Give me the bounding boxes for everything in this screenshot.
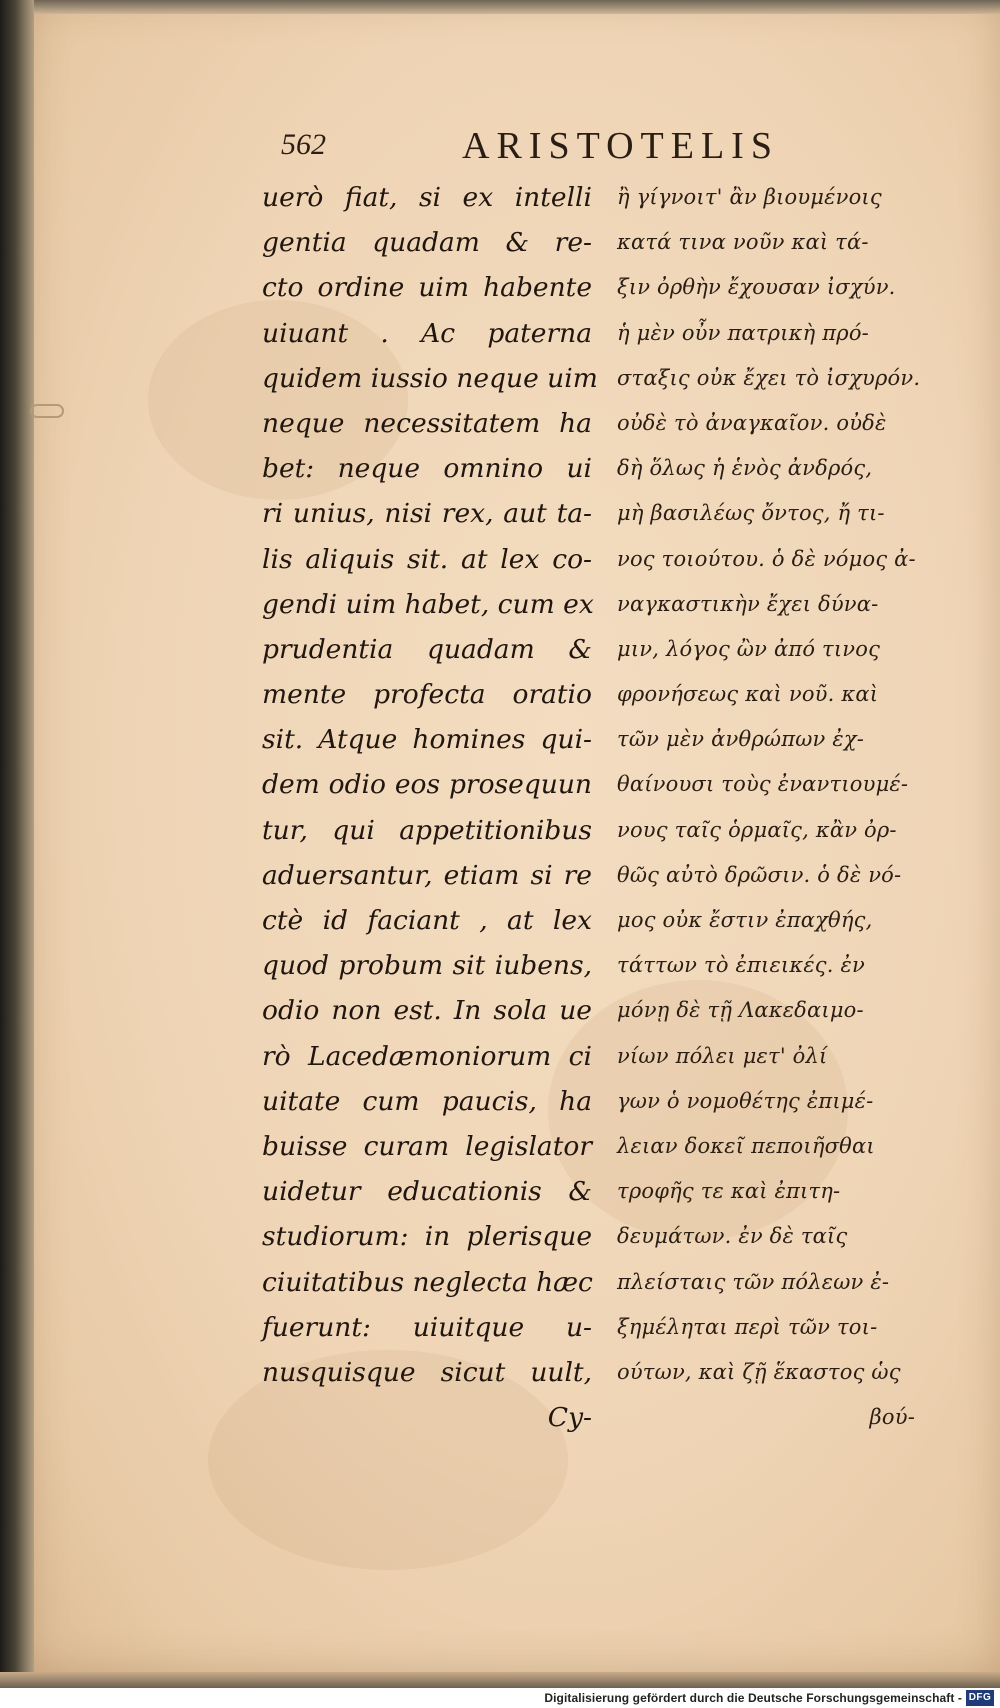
greek-text-line: πλείσταις τῶν πόλεων ἐ- [617, 1269, 890, 1294]
latin-column [262, 175, 598, 1440]
greek-text-line: λειαν δοκεῖ πεποιῆσθαι [617, 1133, 875, 1158]
thread-mark [30, 404, 64, 418]
latin-text-line: uidetur educationis & [262, 1176, 592, 1208]
dfg-logo: DFG [966, 1690, 994, 1706]
latin-text-line: quidem iussio neque uim [262, 362, 598, 394]
greek-text-line: ούτων, καὶ ζῇ ἕκαστος ὡς [617, 1359, 901, 1384]
latin-text-line: odio non est. In sola ue [262, 995, 592, 1027]
greek-text-line: τῶν μὲν ἀνθρώπων ἐχ- [617, 727, 865, 752]
greek-text-line: ἢ γίγνοιτ' ἂν βιουμένοις [617, 185, 882, 209]
catchword: βού- [869, 1405, 915, 1430]
latin-text-line: fuerunt: uiuitque u- [262, 1311, 592, 1343]
latin-text-line: uitate cum paucis, ha [262, 1085, 592, 1117]
latin-text-line: prudentia quadam & [262, 633, 592, 665]
page-number: 562 [281, 128, 326, 161]
latin-text-line: rò Lacedæmoniorum ci [262, 1040, 592, 1072]
latin-text-line: uerò fiat, si ex intelli [262, 182, 592, 213]
latin-text-line: bet: neque omnino ui [262, 453, 592, 485]
greek-text-line: θῶς αὐτὸ δρῶσιν. ὁ δὲ νό- [617, 862, 902, 887]
greek-text-line: δευμάτων. ἐν δὲ ταῖς [617, 1224, 848, 1249]
latin-text-line: ciuitatibus neglecta hæc [262, 1266, 593, 1298]
latin-text-line: gentia quadam & re- [262, 227, 592, 259]
catchword: Cy- [547, 1402, 592, 1434]
latin-text-line: gendi uim habet, cum ex [262, 588, 594, 620]
greek-text-line: γων ὁ νομοθέτης ἐπιμέ- [617, 1088, 874, 1113]
greek-text-line: σταξις οὐκ ἔχει τὸ ἰσχυρόν. [617, 365, 921, 390]
latin-text-line: ctè id faciant , at lex [262, 905, 592, 936]
latin-text-line: dem odio eos prosequun [262, 769, 592, 801]
latin-text-line: ri unius, nisi rex, aut ta- [262, 498, 592, 530]
greek-text-line: μόνῃ δὲ τῇ Λακεδαιμο- [617, 998, 864, 1023]
greek-text-line: τάττων τὸ ἐπιεικές. ἐν [617, 953, 865, 978]
latin-text-line: mente profecta oratio [262, 679, 592, 711]
greek-text-line: νίων πόλει μετ' ὀλί [617, 1043, 828, 1068]
latin-text-line: tur, qui appetitionibus [262, 814, 592, 846]
greek-column [617, 175, 929, 1440]
page-top-edge [28, 0, 1000, 14]
greek-text-line: δὴ ὅλως ἡ ἑνὸς ἀνδρός, [617, 456, 873, 481]
greek-text-line: μὴ βασιλέως ὄντος, ἤ τι- [617, 501, 885, 526]
greek-text-line: νους ταῖς ὁρμαῖς, κἂν ὀρ- [617, 817, 897, 842]
greek-text-line: ἡ μὲν οὖν πατρικὴ πρό- [617, 320, 869, 345]
latin-text-line: buisse curam legislator [262, 1130, 592, 1162]
greek-text-line: μος οὐκ ἔστιν ἐπαχθής, [617, 908, 873, 932]
page-bottom-edge [0, 1672, 1000, 1688]
greek-text-line: τροφῆς τε καὶ ἐπιτη- [617, 1179, 841, 1204]
latin-text-line: quod probum sit iubens, [262, 950, 592, 982]
greek-text-line: νος τοιούτου. ὁ δὲ νόμος ἀ- [617, 546, 916, 571]
greek-text-line: μιν, λόγος ὢν ἀπό τινος [617, 636, 881, 661]
greek-text-line: οὐδὲ τὸ ἀναγκαῖον. οὐδὲ [617, 410, 887, 435]
latin-text-line: uiuant . Ac paterna [262, 317, 592, 349]
latin-text-line: cto ordine uim habente [262, 272, 592, 304]
book-binding [0, 0, 34, 1708]
greek-text-line: κατά τινα νοῦν καὶ τά- [617, 230, 869, 255]
latin-text-line: lis aliquis sit. at lex co- [262, 543, 592, 575]
greek-text-line: φρονήσεως καὶ νοῦ. καὶ [617, 682, 879, 707]
greek-text-line: ναγκαστικὴν ἔχει δύνα- [617, 591, 879, 616]
digitization-credit: Digitalisierung gefördert durch die Deutsche Forschungsgemeinschaft - [544, 1691, 962, 1705]
running-head: ARISTOTELIS [462, 125, 779, 167]
greek-text-line: ξιν ὀρθὴν ἔχουσαν ἰσχύν. [617, 275, 896, 300]
latin-text-line: neque necessitatem ha [262, 407, 592, 439]
greek-text-line: ξημέληται περὶ τῶν τοι- [617, 1314, 878, 1339]
greek-text-line: θαίνουσι τοὺς ἐναντιουμέ- [617, 772, 909, 797]
latin-text-line: sit. Atque homines qui- [262, 724, 592, 756]
latin-text-line: aduersantur, etiam si re [262, 859, 592, 891]
latin-text-line: nusquisque sicut uult, [262, 1356, 592, 1388]
latin-text-line: studiorum: in plerisque [262, 1221, 592, 1253]
